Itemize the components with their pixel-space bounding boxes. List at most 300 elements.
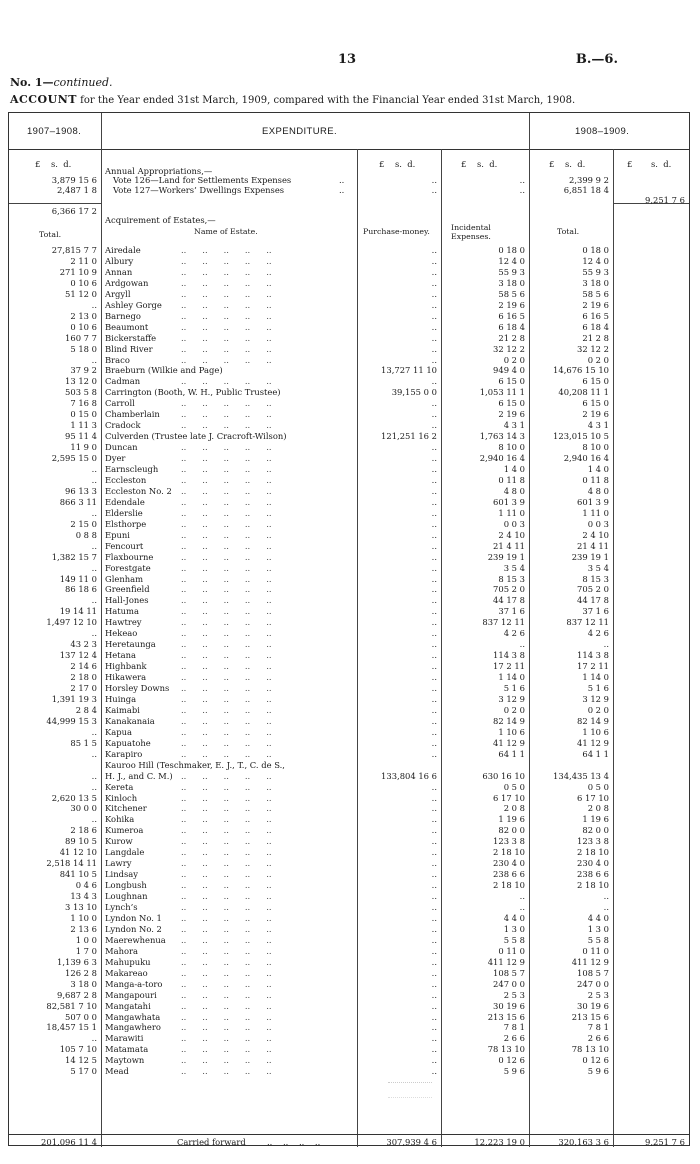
- estate-name: Braco: [105, 354, 130, 365]
- estate-prev-total: 1,382 15 7: [51, 551, 97, 562]
- estate-name: Mangatahi: [105, 1000, 151, 1011]
- estate-incidental: 44 17 8: [493, 595, 525, 606]
- leader-dots: .. .. .. .. ..: [181, 792, 272, 803]
- estate-prev-total: 18,457 15 1: [46, 1022, 97, 1033]
- leader-dots: .. .. .. .. ..: [181, 562, 272, 573]
- estate-name: Epuni: [105, 529, 130, 540]
- estate-prev-total: 86 18 6: [65, 584, 97, 595]
- estate-total: 5 9 6: [587, 1066, 609, 1077]
- continued-label: No. 1—continued.: [10, 76, 113, 89]
- estate-purchase-money: ..: [431, 562, 437, 573]
- appropriation-prev: 3,879 15 6: [51, 175, 97, 185]
- estate-prev-total: 2 15 0: [70, 518, 97, 529]
- estate-name: Ashley Gorge: [105, 299, 162, 310]
- estate-name: Kurow: [105, 836, 133, 847]
- estate-name: Flaxbourne: [105, 551, 154, 562]
- estate-total: 2 5 3: [587, 989, 609, 1000]
- leader-dots: .. .. .. .. ..: [181, 496, 272, 507]
- estate-purchase-money: ..: [431, 956, 437, 967]
- estate-total: ..: [603, 891, 609, 902]
- estate-total: 82 14 9: [577, 715, 609, 726]
- estates-name-label: Name of Estate.: [194, 227, 258, 236]
- estate-purchase-money: ..: [431, 704, 437, 715]
- estate-prev-total: 2 11 0: [70, 255, 97, 266]
- estate-prev-total: 2,518 14 11: [46, 858, 97, 869]
- estate-name: Kaimabi: [105, 704, 140, 715]
- estate-prev-total: 44,999 15 3: [46, 715, 97, 726]
- estate-incidental: 1,053 11 1: [479, 387, 525, 398]
- estate-incidental: 1 4 0: [503, 464, 525, 474]
- estate-incidental: ..: [519, 891, 525, 902]
- estate-prev-total: ..: [91, 628, 97, 639]
- estate-purchase-money: ..: [431, 551, 437, 562]
- leader-dots: .. .. .. .. ..: [181, 672, 272, 683]
- estate-total: 213 15 6: [571, 1011, 609, 1022]
- estate-name: Mangawhero: [105, 1022, 161, 1033]
- estate-total: 2 4 10: [582, 529, 609, 540]
- leader-dots: .. .. .. .. ..: [181, 869, 272, 880]
- leader-dots: .. .. .. .. ..: [181, 255, 272, 266]
- estate-prev-total: 9,687 2 8: [57, 989, 97, 1000]
- estate-prev-total: 41 12 10: [59, 847, 97, 858]
- estate-purchase-money: ..: [431, 266, 437, 277]
- estate-total: 6 15 0: [582, 398, 609, 409]
- estate-purchase-money: ..: [431, 255, 437, 266]
- estate-incidental: 2 18 10: [493, 847, 525, 858]
- estate-prev-total: 105 7 10: [59, 1044, 97, 1055]
- estate-name: Eccleston: [105, 474, 147, 485]
- estate-incidental: 1 14 0: [498, 672, 525, 683]
- estate-incidental: 32 12 2: [493, 343, 525, 354]
- estate-name: Kitchener: [105, 803, 147, 814]
- estate-name: Hetana: [105, 650, 137, 661]
- estate-purchase-money: ..: [431, 672, 437, 683]
- estate-name: Maerewhenua: [105, 934, 166, 945]
- estate-prev-total: 19 14 11: [59, 606, 97, 617]
- estate-name: Argyll: [105, 288, 131, 299]
- leader-dots: .. .. .. .. ..: [181, 299, 272, 310]
- leader-dots: ..: [339, 175, 345, 185]
- estate-prev-total: 2,595 15 0: [51, 453, 97, 464]
- estate-prev-total: 271 10 9: [59, 266, 97, 277]
- estate-purchase-money: 121,251 16 2: [381, 431, 437, 442]
- estate-incidental: 705 2 0: [493, 584, 525, 595]
- estate-prev-total: 507 0 0: [65, 1011, 97, 1022]
- estate-total: 2,940 16 4: [563, 453, 609, 464]
- estate-purchase-money: ..: [431, 934, 437, 945]
- leader-dots: .. .. .. .. ..: [181, 343, 272, 354]
- estate-total: 3 18 0: [582, 277, 609, 288]
- estate-purchase-money: ..: [431, 912, 437, 923]
- estate-name: Mangapouri: [105, 989, 157, 1000]
- estate-purchase-money: 39,155 0 0: [391, 387, 437, 398]
- estate-purchase-money: ..: [431, 1066, 437, 1077]
- estate-purchase-money: ..: [431, 245, 437, 255]
- appropriation-c2: ..: [519, 185, 525, 195]
- estate-prev-total: 27,815 7 7: [51, 245, 97, 255]
- estate-name: Chamberlain: [105, 409, 160, 420]
- appropriation-prev: 2,487 1 8: [57, 185, 97, 195]
- estate-incidental: 30 19 6: [493, 1000, 525, 1011]
- estate-purchase-money: ..: [431, 978, 437, 989]
- estate-total: 2 18 10: [577, 880, 609, 891]
- estate-total: 134,435 13 4: [553, 770, 609, 781]
- estate-prev-total: 1 10 0: [70, 912, 97, 923]
- leader-dots: .. .. .. .. ..: [181, 321, 272, 332]
- estate-total: 247 0 0: [577, 978, 609, 989]
- leader-dots: .. .. .. .. ..: [181, 770, 272, 781]
- estate-prev-total: ..: [91, 1033, 97, 1044]
- estate-incidental: 108 5 7: [493, 967, 525, 978]
- estate-total: 4 4 0: [587, 912, 609, 923]
- estate-purchase-money: ..: [431, 781, 437, 792]
- estate-purchase-money: ..: [431, 902, 437, 912]
- estate-purchase-money: ..: [431, 869, 437, 880]
- estate-total: 4 2 6: [587, 628, 609, 639]
- estate-incidental: 6 16 5: [498, 310, 525, 321]
- estate-incidental: 238 6 6: [493, 869, 525, 880]
- footer-prev: 201,096 11 4: [41, 1137, 97, 1147]
- leader-dots: .. .. .. .. ..: [181, 376, 272, 387]
- estate-purchase-money: ..: [431, 945, 437, 956]
- estate-prev-total: 1 11 3: [70, 420, 97, 431]
- estate-prev-total: 3 13 10: [65, 902, 97, 912]
- leader-dots: .. .. .. .. ..: [181, 1011, 272, 1022]
- estate-total: 82 0 0: [582, 825, 609, 836]
- estate-incidental: 4 2 6: [503, 628, 525, 639]
- estate-name: H. J., and C. M.): [105, 770, 173, 781]
- estate-name: Matamata: [105, 1044, 149, 1055]
- estate-total: 55 9 3: [582, 266, 609, 277]
- leader-dots: .. .. .. .. ..: [181, 945, 272, 956]
- estate-name: Lynch’s: [105, 902, 138, 912]
- estate-prev-total: ..: [91, 540, 97, 551]
- estate-total: 230 4 0: [577, 858, 609, 869]
- estate-total: 6 18 4: [582, 321, 609, 332]
- estate-name: Kapuatohe: [105, 737, 151, 748]
- leader-dots: .. .. .. .. ..: [181, 858, 272, 869]
- estate-purchase-money: ..: [431, 343, 437, 354]
- estate-incidental: 2 19 6: [498, 409, 525, 420]
- estate-prev-total: 95 11 4: [65, 431, 97, 442]
- estate-total: 1 11 0: [582, 507, 609, 518]
- estates-total-label: Total.: [557, 227, 580, 236]
- estate-prev-total: 1,391 19 3: [51, 693, 97, 704]
- estate-name: Kumeroa: [105, 825, 144, 836]
- estate-purchase-money: ..: [431, 398, 437, 409]
- estate-purchase-money: ..: [431, 1011, 437, 1022]
- estate-purchase-money: ..: [431, 880, 437, 891]
- estate-incidental: 4 4 0: [503, 912, 525, 923]
- leader-dots: .. .. .. .. ..: [181, 474, 272, 485]
- estate-purchase-money: ..: [431, 288, 437, 299]
- estate-total: 0 11 8: [582, 474, 609, 485]
- estate-prev-total: 2 13 6: [70, 923, 97, 934]
- estate-total: 30 19 6: [577, 1000, 609, 1011]
- estate-purchase-money: ..: [431, 737, 437, 748]
- estate-prev-total: ..: [91, 507, 97, 518]
- estate-total: 705 2 0: [577, 584, 609, 595]
- estate-name: Eccleston No. 2: [105, 485, 172, 496]
- estate-incidental: 0 12 6: [498, 1055, 525, 1066]
- estate-purchase-money: ..: [431, 299, 437, 310]
- estate-prev-total: 1,139 6 3: [57, 956, 97, 967]
- estate-incidental: 58 5 6: [498, 288, 525, 299]
- estate-incidental: 1 3 0: [503, 923, 525, 934]
- estate-name: Annan: [105, 266, 133, 277]
- estate-prev-total: 2 14 6: [70, 661, 97, 672]
- estate-purchase-money: ..: [431, 1055, 437, 1066]
- estate-total: 8 15 3: [582, 573, 609, 584]
- leader-dots: .. .. .. .. ..: [181, 704, 272, 715]
- estate-name: Kereta: [105, 781, 134, 792]
- leader-dots: .. .. .. .. ..: [181, 715, 272, 726]
- estate-total: 1 3 0: [587, 923, 609, 934]
- estate-total: 0 12 6: [582, 1055, 609, 1066]
- estate-prev-total: 96 13 3: [65, 485, 97, 496]
- estate-prev-total: ..: [91, 354, 97, 365]
- estate-purchase-money: ..: [431, 1022, 437, 1033]
- estate-name: Elsthorpe: [105, 518, 147, 529]
- estate-name: Mead: [105, 1066, 129, 1077]
- estate-name: Kohika: [105, 814, 135, 825]
- estate-name: Barnego: [105, 310, 141, 321]
- estate-purchase-money: ..: [431, 814, 437, 825]
- estate-name: Lyndon No. 1: [105, 912, 162, 923]
- estate-total: 114 3 8: [577, 650, 609, 661]
- estate-total: 41 12 9: [577, 737, 609, 748]
- estate-prev-total: 85 1 5: [70, 737, 97, 748]
- estate-purchase-money: ..: [431, 726, 437, 737]
- estate-name: Manga-a-toro: [105, 978, 163, 989]
- estate-purchase-money: ..: [431, 683, 437, 693]
- leader-dots: .. .. .. .. ..: [181, 825, 272, 836]
- estate-incidental: 37 1 6: [498, 606, 525, 617]
- estate-name: Kanakanaia: [105, 715, 155, 726]
- header-current-year: 1908–1909.: [575, 126, 630, 137]
- estate-prev-total: 0 15 0: [70, 409, 97, 420]
- estate-incidental: 21 4 11: [493, 540, 525, 551]
- estate-prev-total: 1 0 0: [75, 934, 97, 945]
- estate-incidental: 5 9 6: [503, 1066, 525, 1077]
- currency-head-c1: £ s. d.: [379, 159, 416, 169]
- estate-purchase-money: ..: [431, 1033, 437, 1044]
- estate-name: Lyndon No. 2: [105, 923, 162, 934]
- leader-dots: .. .. .. .. ..: [181, 639, 272, 650]
- leader-dots: .. .. .. .. ..: [181, 902, 272, 912]
- estate-incidental: 2 0 8: [503, 803, 525, 814]
- leader-dots: .. .. .. .. ..: [181, 551, 272, 562]
- estate-incidental: 123 3 8: [493, 836, 525, 847]
- estate-purchase-money: ..: [431, 420, 437, 431]
- estate-purchase-money: ..: [431, 628, 437, 639]
- estate-name: Hikawera: [105, 672, 147, 683]
- paper-mark: [388, 1082, 432, 1098]
- estate-prev-total: 11 9 0: [70, 442, 97, 453]
- leader-dots: .. .. .. .. ..: [181, 693, 272, 704]
- estate-total: 123 3 8: [577, 836, 609, 847]
- estate-name: Mahupuku: [105, 956, 151, 967]
- estate-incidental: 5 5 8: [503, 934, 525, 945]
- footer-total: 320,163 3 6: [558, 1137, 609, 1147]
- estate-incidental: 0 2 0: [503, 704, 525, 715]
- estate-total: 0 0 3: [587, 518, 609, 529]
- estate-name: Albury: [105, 255, 134, 266]
- estate-incidental: 82 0 0: [498, 825, 525, 836]
- estate-prev-total: 0 8 8: [75, 529, 97, 540]
- estate-total: 5 1 6: [587, 683, 609, 693]
- estate-name: Carroll: [105, 398, 135, 409]
- estate-purchase-money: ..: [431, 1044, 437, 1055]
- footer-purchase: 307,939 4 6: [386, 1137, 437, 1147]
- estate-incidental: 1,763 14 3: [479, 431, 525, 442]
- estate-prev-total: ..: [91, 781, 97, 792]
- estate-total: 21 4 11: [577, 540, 609, 551]
- leader-dots: .. .. .. .. ..: [181, 529, 272, 540]
- estate-prev-total: 0 10 6: [70, 321, 97, 332]
- leader-dots: .. .. .. .. ..: [181, 880, 272, 891]
- leader-dots: .. .. .. .. ..: [181, 847, 272, 858]
- estate-total: ..: [603, 902, 609, 912]
- estate-purchase-money: ..: [431, 321, 437, 332]
- leader-dots: .. .. .. .. ..: [181, 891, 272, 902]
- estate-total: 44 17 8: [577, 595, 609, 606]
- leader-dots: .. .. .. .. ..: [181, 245, 272, 255]
- leader-dots: .. .. .. .. ..: [181, 1022, 272, 1033]
- estate-name: Cradock: [105, 420, 141, 431]
- estate-purchase-money: ..: [431, 409, 437, 420]
- estate-incidental: 1 11 0: [498, 507, 525, 518]
- estate-incidental: ..: [519, 639, 525, 650]
- estate-incidental: 6 18 4: [498, 321, 525, 332]
- estate-purchase-money: ..: [431, 332, 437, 343]
- leader-dots: .. .. .. .. ..: [181, 584, 272, 595]
- estate-total: 12 4 0: [582, 255, 609, 266]
- estate-name: Fencourt: [105, 540, 144, 551]
- estate-incidental: 837 12 11: [482, 617, 525, 628]
- estate-incidental: ..: [519, 902, 525, 912]
- estate-prev-total: 7 16 8: [70, 398, 97, 409]
- estate-incidental: 6 17 10: [493, 792, 525, 803]
- estate-purchase-money: ..: [431, 639, 437, 650]
- leader-dots: .. .. .. .. ..: [181, 1055, 272, 1066]
- estate-total: 6 17 10: [577, 792, 609, 803]
- estate-name: Hekeao: [105, 628, 138, 639]
- estate-prev-total: 149 11 0: [59, 573, 97, 584]
- estate-name: Langdale: [105, 847, 145, 858]
- estate-prev-total: 89 10 5: [65, 836, 97, 847]
- estate-prev-total: 841 10 5: [59, 869, 97, 880]
- leader-dots: .. .. .. .. ..: [181, 507, 272, 518]
- estate-incidental: 21 2 8: [498, 332, 525, 343]
- leader-dots: .. .. .. .. ..: [181, 661, 272, 672]
- estate-total: 3 12 9: [582, 693, 609, 704]
- estate-total: 411 12 9: [571, 956, 609, 967]
- leader-dots: .. .. .. .. ..: [181, 683, 272, 693]
- appropriation-c1: ..: [431, 175, 437, 185]
- estate-prev-total: 5 18 0: [70, 343, 97, 354]
- leader-dots: .. .. .. .. ..: [181, 354, 272, 365]
- leader-dots: .. .. .. .. ..: [181, 464, 272, 474]
- appropriation-subtotal-prev: 6,366 17 2: [51, 206, 97, 216]
- leader-dots: .. .. .. .. ..: [181, 310, 272, 321]
- estate-total: 64 1 1: [582, 748, 609, 759]
- estate-prev-total: 0 10 6: [70, 277, 97, 288]
- estate-purchase-money: ..: [431, 376, 437, 387]
- estate-purchase-money: ..: [431, 989, 437, 1000]
- page-reference: B.—6.: [575, 52, 618, 67]
- estate-incidental: 64 1 1: [498, 748, 525, 759]
- estate-incidental: 82 14 9: [493, 715, 525, 726]
- estate-prev-total: 0 4 6: [75, 880, 97, 891]
- estate-purchase-money: ..: [431, 540, 437, 551]
- estate-incidental: 4 3 1: [503, 420, 525, 431]
- estate-purchase-money: ..: [431, 891, 437, 902]
- estate-name: Heretaunga: [105, 639, 156, 650]
- estate-prev-total: 3 18 0: [70, 978, 97, 989]
- leader-dots: .. .. .. .. ..: [181, 595, 272, 606]
- estate-total: 7 8 1: [587, 1022, 609, 1033]
- estate-total: 1 19 6: [582, 814, 609, 825]
- leader-dots: .. .. .. .. ..: [181, 485, 272, 496]
- currency-head-c2: £ s. d.: [461, 159, 498, 169]
- estate-total: 1 10 6: [582, 726, 609, 737]
- estate-total: 108 5 7: [577, 967, 609, 978]
- leader-dots: .. .. .. .. ..: [181, 277, 272, 288]
- estate-incidental: 2 19 6: [498, 299, 525, 310]
- estate-name: Carrington (Booth, W. H., Public Trustee): [105, 387, 281, 398]
- estate-total: 6 15 0: [582, 376, 609, 387]
- estate-total: 2 18 10: [577, 847, 609, 858]
- leader-dots: .. .. .. .. ..: [181, 650, 272, 661]
- leader-dots: .. .. .. .. ..: [181, 453, 272, 464]
- estate-prev-total: 2 8 4: [75, 704, 97, 715]
- estate-incidental: 78 13 10: [487, 1044, 525, 1055]
- estate-incidental: 114 3 8: [493, 650, 525, 661]
- currency-head-c4: £ s. d.: [627, 159, 672, 169]
- estate-prev-total: 37 9 2: [70, 365, 97, 376]
- leader-dots: .. .. .. .. ..: [181, 967, 272, 978]
- estate-total: 5 5 8: [587, 934, 609, 945]
- estate-prev-total: 126 2 8: [65, 967, 97, 978]
- estate-purchase-money: 13,727 11 10: [381, 365, 437, 376]
- estate-total: 4 3 1: [587, 420, 609, 431]
- estate-name: Blind River: [105, 343, 153, 354]
- estate-purchase-money: 133,804 16 6: [381, 770, 437, 781]
- estate-prev-total: 1,497 12 10: [46, 617, 97, 628]
- estate-prev-total: ..: [91, 464, 97, 474]
- estate-purchase-money: ..: [431, 442, 437, 453]
- appropriation-name: Vote 127—Workers’ Dwellings Expenses: [113, 185, 285, 195]
- estate-prev-total: 43 2 3: [70, 639, 97, 650]
- appropriation-subtotal-cur: 9,251 7 6: [645, 195, 685, 205]
- estate-prev-total: 1 7 0: [75, 945, 97, 956]
- estate-incidental: 8 10 0: [498, 442, 525, 453]
- estate-name: Forestgate: [105, 562, 151, 573]
- estate-incidental: 1 19 6: [498, 814, 525, 825]
- estate-prev-total: 13 12 0: [65, 376, 97, 387]
- estate-total: 1 14 0: [582, 672, 609, 683]
- estate-name: Ardgowan: [105, 277, 149, 288]
- estate-total: 17 2 11: [577, 661, 609, 672]
- estate-name: Beaumont: [105, 321, 149, 332]
- estate-name: Highbank: [105, 661, 147, 672]
- estates-purchase-label: Purchase-money.: [363, 227, 430, 236]
- leader-dots: .. .. .. .. ..: [181, 956, 272, 967]
- estate-purchase-money: ..: [431, 803, 437, 814]
- estate-purchase-money: ..: [431, 464, 437, 474]
- leader-dots: .. .. .. ..: [267, 1137, 321, 1147]
